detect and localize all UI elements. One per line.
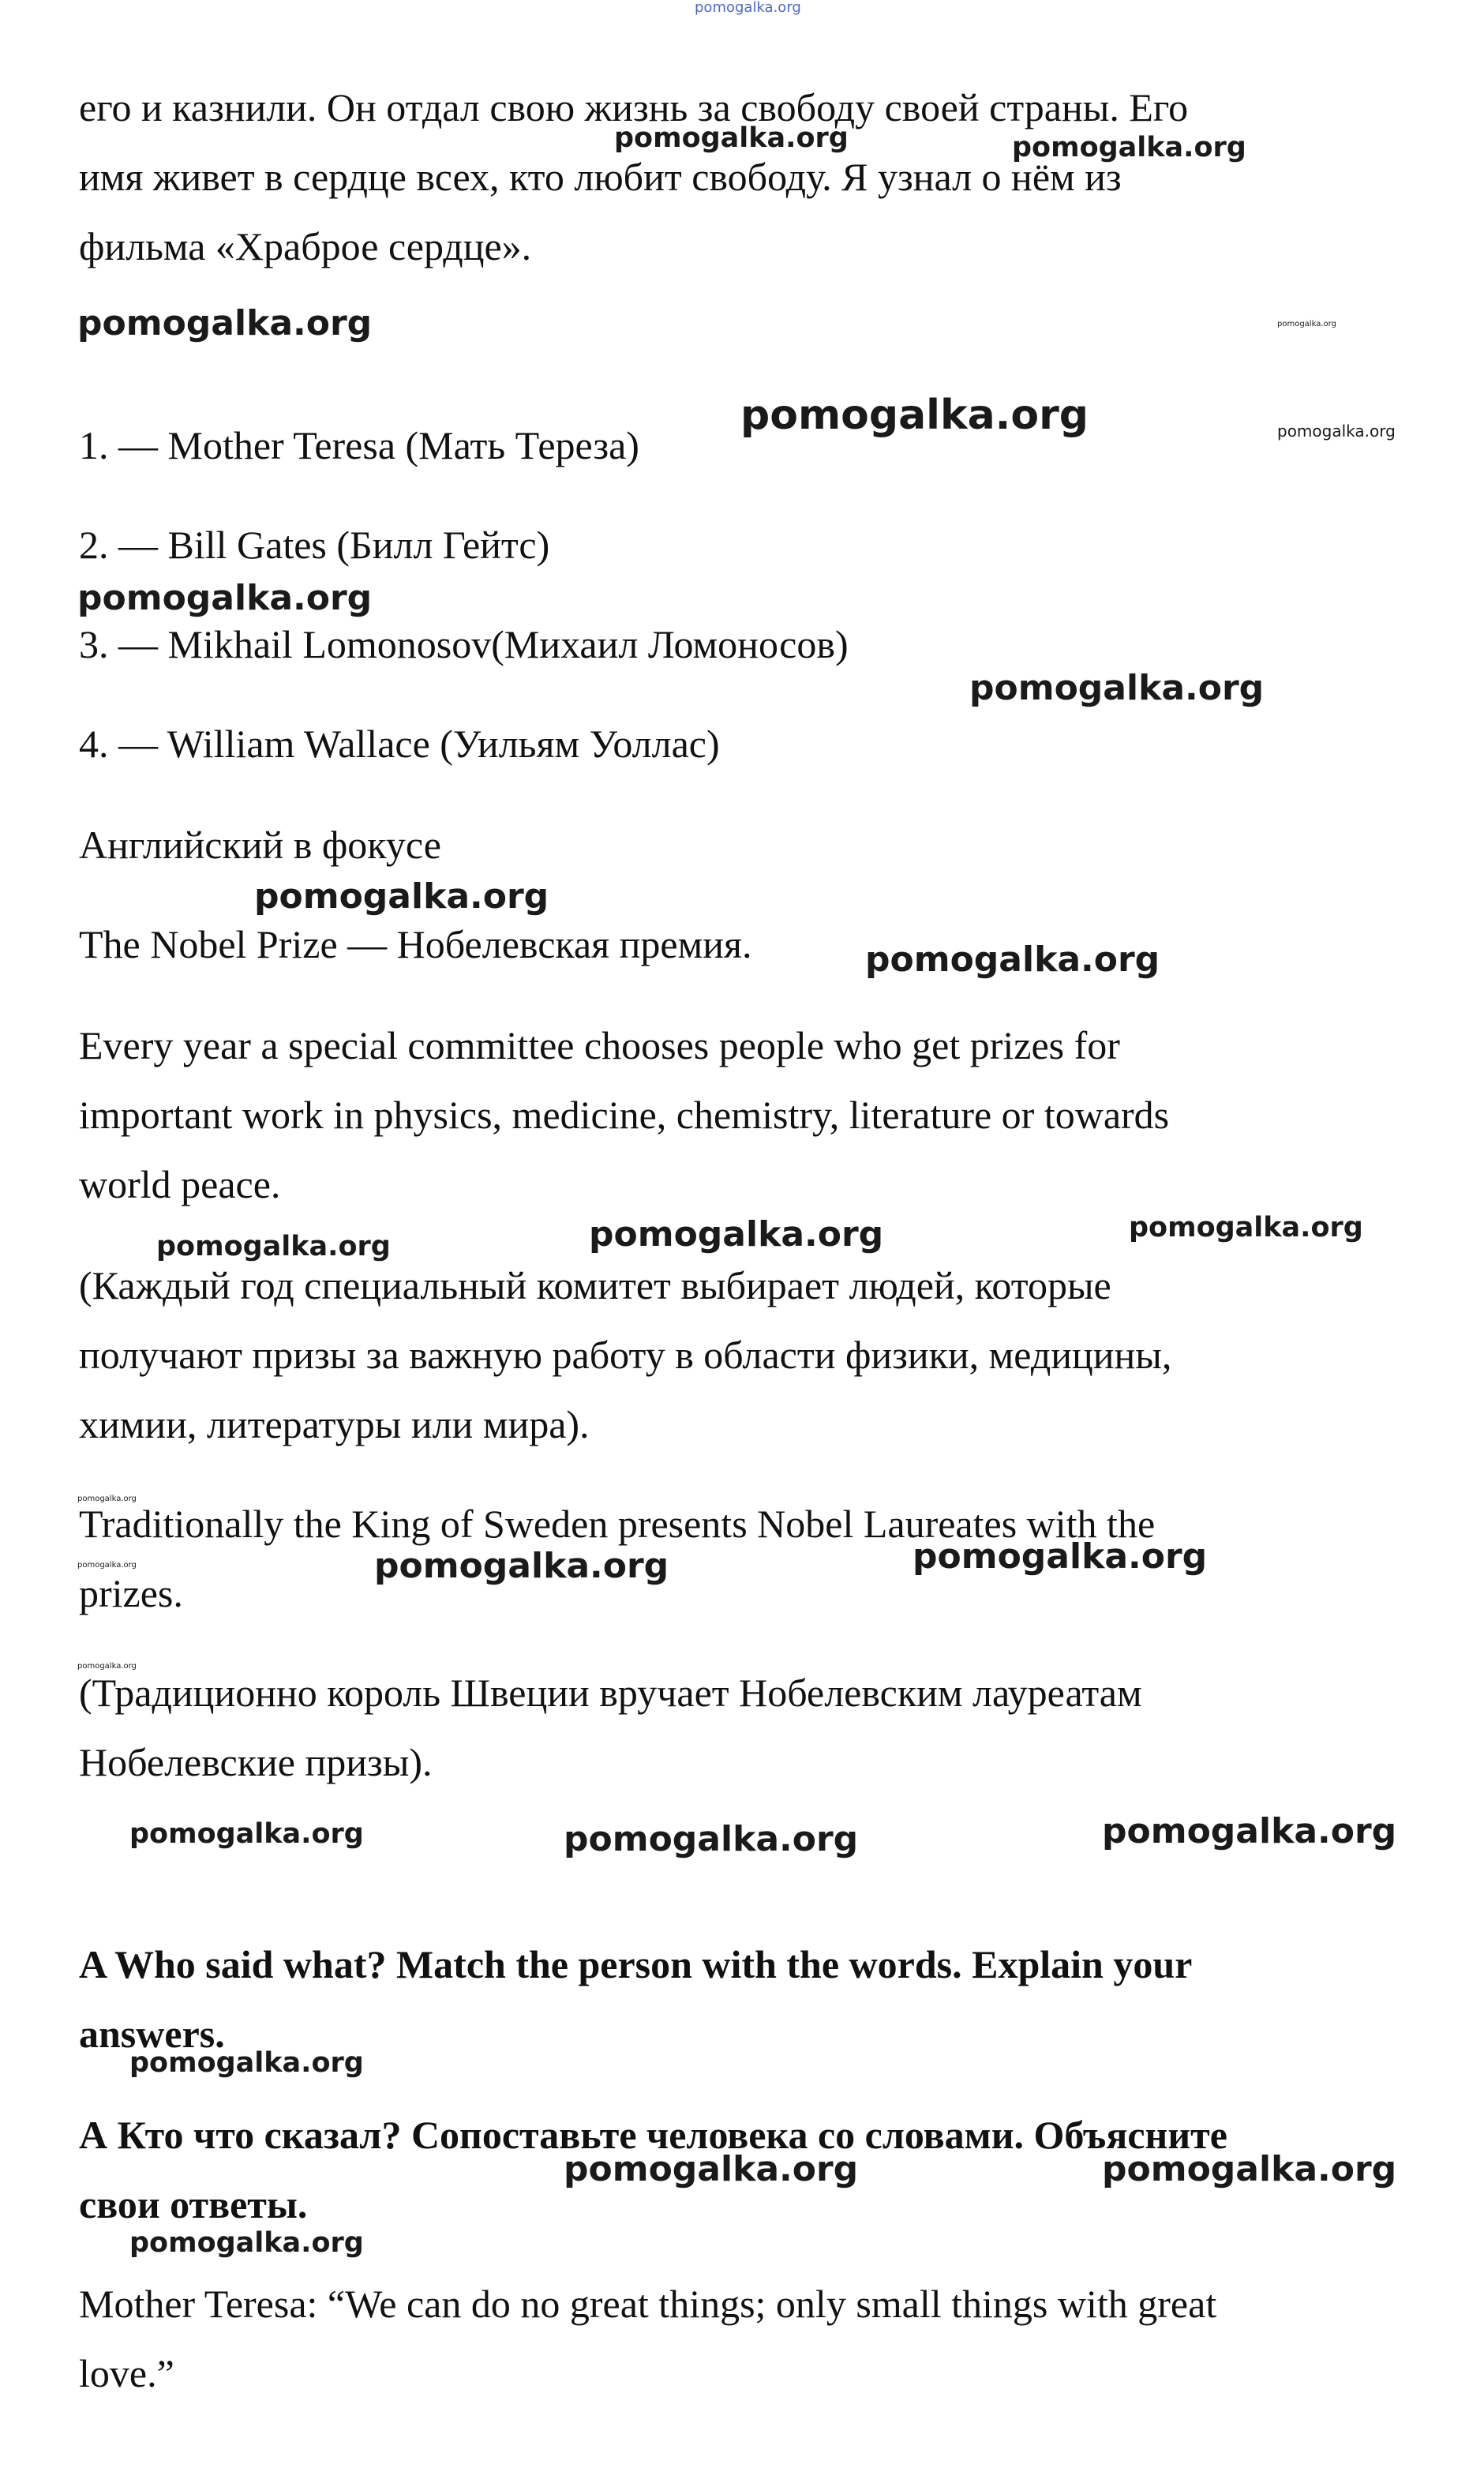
quote-line-2: love.”: [79, 2351, 174, 2395]
answer-4: 4. — William Wallace (Уильям Уоллас): [79, 722, 720, 766]
watermark: pomogalka.org: [969, 668, 1265, 708]
answer-1: 1. — Mother Teresa (Мать Тереза): [79, 423, 639, 467]
task-en-line-2: answers.: [79, 2012, 225, 2056]
nobel-en-1-line-2: important work in physics, medicine, chemistry, literature or towards: [79, 1093, 1170, 1137]
watermark: pomogalka.org: [589, 1214, 884, 1255]
nobel-ru-1-line-1: (Каждый год специальный комитет выбирает людей, которые: [79, 1263, 1111, 1307]
watermark: pomogalka.org: [374, 1546, 669, 1586]
task-en-line-1: A Who said what? Match the person with the words. Explain your: [79, 1942, 1193, 1986]
bio-line-1: его и казнили. Он отдал свою жизнь за свободу своей страны. Его: [79, 85, 1189, 129]
watermark: pomogalka.org: [77, 1662, 137, 1671]
watermark: pomogalka.org: [156, 1231, 391, 1262]
watermark: pomogalka.org: [1102, 1811, 1397, 1851]
task-ru-line-2: свои ответы.: [79, 2182, 308, 2226]
watermark: pomogalka.org: [1102, 2149, 1397, 2189]
nobel-en-1-line-3: world peace.: [79, 1162, 281, 1206]
nobel-en-2-line-2: prizes.: [79, 1571, 183, 1615]
watermark: pomogalka.org: [77, 578, 373, 618]
top-watermark: pomogalka.org: [695, 0, 801, 16]
watermark: pomogalka.org: [913, 1536, 1208, 1577]
answer-3: 3. — Mikhail Lomonosov(Михаил Ломоносов): [79, 622, 849, 666]
nobel-ru-2-line-1: (Традиционно король Швеции вручает Нобелевским лауреатам: [79, 1671, 1142, 1715]
watermark: pomogalka.org: [564, 1819, 859, 1859]
watermark: pomogalka.org: [1012, 132, 1246, 163]
bio-line-2: имя живет в сердце всех, кто любит свободу. Я узнал о нём из: [79, 155, 1122, 199]
watermark: pomogalka.org: [129, 2227, 364, 2259]
nobel-ru-1-line-2: получают призы за важную работу в области физики, медицины,: [79, 1333, 1172, 1377]
answer-2: 2. — Bill Gates (Билл Гейтс): [79, 523, 550, 567]
section-title: Английский в фокусе: [79, 823, 441, 867]
nobel-ru-1-line-3: химии, литературы или мира).: [79, 1402, 590, 1446]
watermark: pomogalka.org: [77, 1495, 137, 1503]
watermark: pomogalka.org: [865, 940, 1160, 980]
watermark: pomogalka.org: [1277, 422, 1396, 441]
nobel-ru-2-line-2: Нобелевские призы).: [79, 1740, 433, 1784]
nobel-en-1-line-1: Every year a special committee chooses people who get prizes for: [79, 1023, 1120, 1067]
bio-line-3: фильма «Храброе сердце».: [79, 224, 532, 268]
quote-line-1: Mother Teresa: “We can do no great things; only small things with great: [79, 2282, 1217, 2326]
watermark: pomogalka.org: [564, 2149, 859, 2189]
nobel-en-2-line-1: Traditionally the King of Sweden presents Nobel Laureates with the: [79, 1502, 1156, 1546]
watermark: pomogalka.org: [1277, 320, 1336, 328]
watermark: pomogalka.org: [614, 122, 849, 154]
nobel-title: The Nobel Prize — Нобелевская премия.: [79, 922, 752, 966]
watermark: pomogalka.org: [254, 876, 549, 917]
task-ru-line-1: А Кто что сказал? Сопоставьте человека со словами. Объясните: [79, 2113, 1227, 2157]
watermark: pomogalka.org: [77, 303, 373, 343]
watermark: pomogalka.org: [129, 2047, 364, 2079]
watermark: pomogalka.org: [129, 1818, 364, 1850]
watermark: pomogalka.org: [740, 392, 1089, 439]
watermark: pomogalka.org: [77, 1561, 137, 1570]
watermark: pomogalka.org: [1129, 1212, 1363, 1243]
